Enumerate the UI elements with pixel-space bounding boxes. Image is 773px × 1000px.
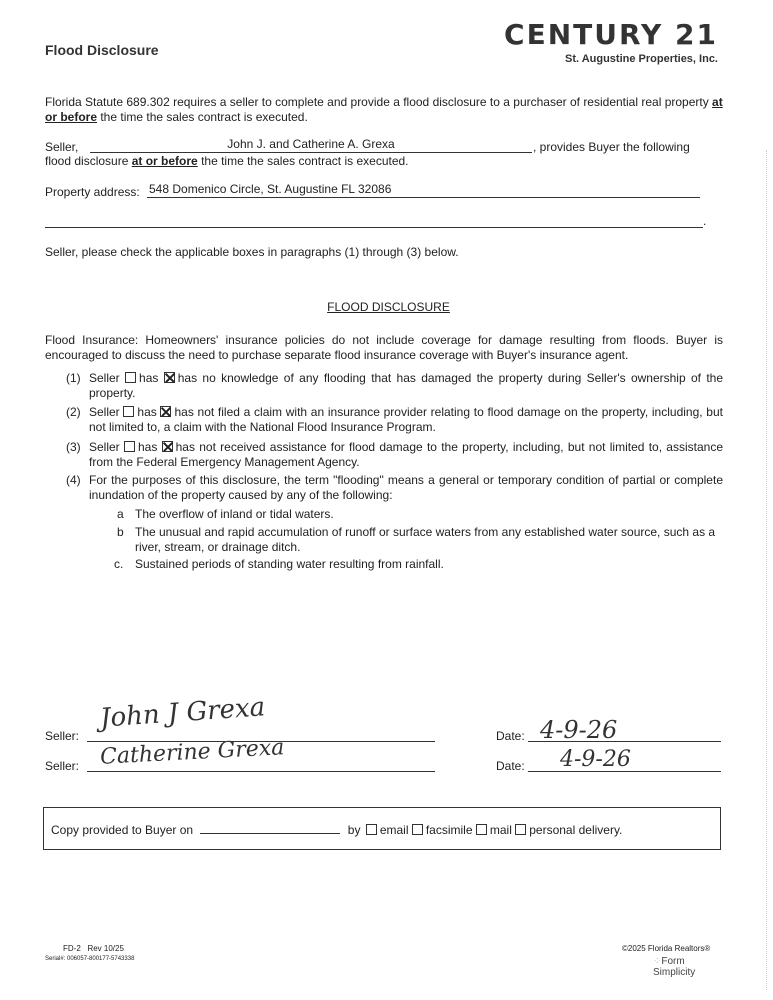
copyright-text: ©2025 Florida Realtors® [622, 944, 711, 953]
subitem-c-text: Sustained periods of standing water resulting from rainfall. [135, 557, 444, 571]
brand-subtitle: St. Augustine Properties, Inc. [564, 53, 718, 65]
seller-signature-1[interactable]: John J Grexa [99, 692, 267, 734]
email-checkbox[interactable] [366, 824, 377, 835]
mail-checkbox[interactable] [476, 824, 487, 835]
subitem-b-text: The unusual and rapid accumulation of runoff or surface waters from any established water source, such as a river, stream, or drainage ditch. [135, 525, 716, 554]
date-label-2: Date: [496, 759, 525, 773]
seller-signature-2[interactable]: Catherine Grexa [99, 735, 285, 770]
form-simplicity-logo: ⁘Form Simplicity [653, 956, 696, 978]
personal-delivery-checkbox[interactable] [515, 824, 526, 835]
item-2: (2) Seller has has not filed a claim with an insurance provider relating to flood damage on the property, including, but not limited to, a claim with the National Flood Insurance Program. [66, 405, 723, 434]
copy-provided-row: Copy provided to Buyer on by email facsimile mail personal delivery. [51, 823, 623, 837]
item-1-has-not-checkbox[interactable] [164, 372, 175, 383]
item-4: (4) For the purposes of this disclosure, the term "flooding" means a general or temporary condition of partial or complete inundation of the property caused by any of the following: [66, 473, 723, 502]
section-title: FLOOD DISCLOSURE [327, 300, 450, 314]
seller-name-field[interactable]: John J. and Catherine A. Grexa [227, 137, 395, 151]
subitem-a-text: The overflow of inland or tidal waters. [135, 507, 334, 521]
property-label: Property address: [45, 185, 140, 199]
facsimile-checkbox[interactable] [412, 824, 423, 835]
flood-insurance-paragraph: Flood Insurance: Homeowners' insurance policies do not include coverage for damage resulting from floods. Buyer is encouraged to discuss the need to purchase separate flood insurance coverage with Buyer's insurance agent. [45, 333, 723, 362]
property-address-field[interactable]: 548 Domenico Circle, St. Augustine FL 32086 [149, 182, 392, 196]
subitem-a-letter: a [117, 507, 124, 521]
item-2-has-checkbox[interactable] [123, 406, 134, 417]
property-line-2-end: . [703, 214, 707, 228]
date-value-1[interactable]: 4-9-26 [540, 716, 618, 744]
seller-sig-label-2: Seller: [45, 759, 80, 773]
item-3: (3) Seller has has not received assistance for flood damage to the property, including, but not limited to, assistance from the Federal Emergency Management Agency. [66, 440, 724, 469]
copy-date-field[interactable] [200, 822, 340, 834]
subitem-c-letter: c. [114, 557, 124, 571]
form-id: FD-2 Rev 10/25 [63, 944, 124, 953]
seller-label: Seller, [45, 140, 79, 154]
right-margin-rule [766, 150, 767, 990]
property-line-2 [45, 211, 703, 228]
item-2-has-not-checkbox[interactable] [160, 406, 171, 417]
item-1-has-checkbox[interactable] [125, 372, 136, 383]
item-3-has-checkbox[interactable] [124, 441, 135, 452]
date-value-2[interactable]: 4-9-26 [560, 747, 631, 772]
form-title: Flood Disclosure [45, 42, 159, 58]
item-1: (1) Seller has has no knowledge of any flooding that has damaged the property during Seller's ownership of the property. [66, 371, 723, 400]
item-3-has-not-checkbox[interactable] [162, 441, 173, 452]
fs-logo-icon: ⁘ [653, 956, 662, 967]
emphasis-at-or-before: at or before [45, 95, 723, 124]
brand-logo: CENTURY 21 [504, 18, 718, 51]
seller-line-suffix: , provides Buyer the following [533, 140, 690, 154]
seller-line-2: flood disclosure at or before the time the sales contract is executed. [45, 154, 409, 168]
subitem-b-letter: b [117, 525, 124, 539]
serial-number: Serial#: 006057-800177-5743338 [45, 956, 135, 962]
date-label-1: Date: [496, 729, 525, 743]
statute-paragraph: Florida Statute 689.302 requires a seller to complete and provide a flood disclosure to a purchaser of residential real property at or before the time the sales contract is executed. [45, 95, 723, 124]
seller-sig-label-1: Seller: [45, 729, 80, 743]
instruction-text: Seller, please check the applicable boxes in paragraphs (1) through (3) below. [45, 245, 459, 259]
